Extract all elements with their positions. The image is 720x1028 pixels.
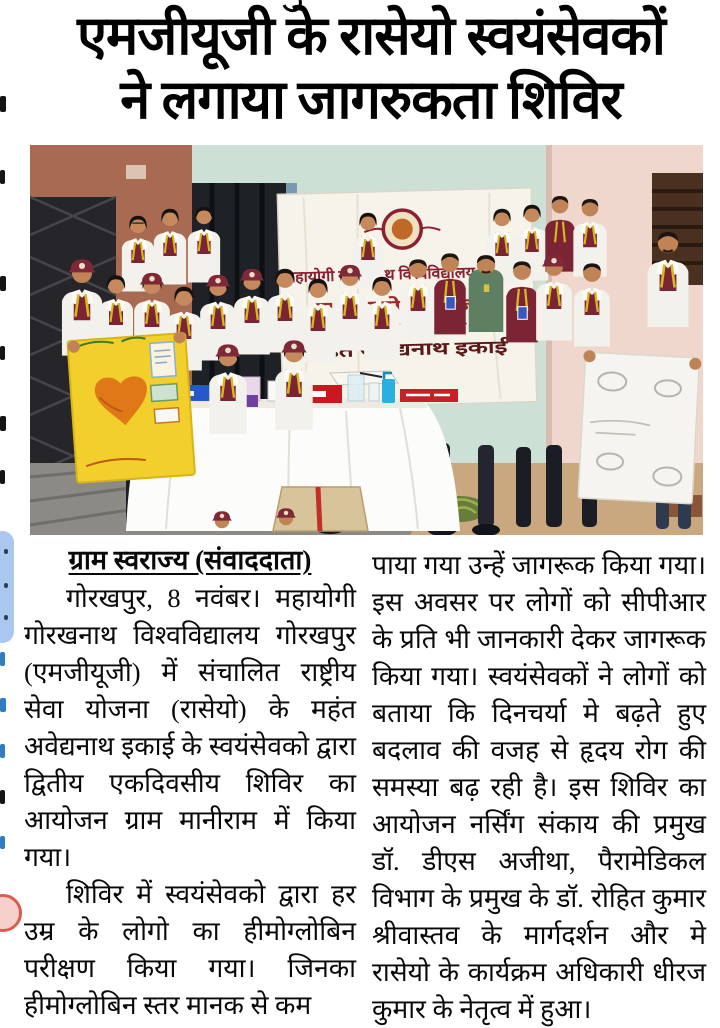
page-edge-fragment — [0, 346, 5, 360]
article-column-left — [24, 540, 356, 1024]
right-column-paragraph-1: पाया गया उन्हें जागरूक किया गया। इस अवसर पर लोगों को सीपीआर के प्रति भी जानकारी देकर जागरूक किया गया। स्वयंसेवकों ने लोगों को बताया कि दिनचर्या मे बढ़ते हुए बदलाव की वजह से हृदय रोग की समस्या बढ़ रही है। इस शिविर का आयोजन नर्सिंग संकाय की प्रमुख डॉ. डीएस अजीथा, पैरामेडिकल विभाग के प्रमुख के डॉ. रोहित कुमार श्रीवास्तव के मार्गदर्शन और मे रासेयो के कार्यक्रम अधिकारी धीरज कुमार के नेतृत्व में हुआ। — [372, 550, 706, 1024]
article-photo — [30, 145, 703, 535]
photo-illustration — [30, 145, 703, 535]
page-edge-fragment — [0, 894, 22, 932]
awareness-poster-white — [576, 350, 702, 504]
text-highlight-fragment — [0, 531, 14, 643]
page-edge-fragment — [0, 96, 6, 112]
left-column-paragraph-1: गोरखपुर, 8 नवंबर। महायोगी गोरखनाथ विश्वविद्यालय गोरखपुर (एमजीयूजी) में संचालित राष्ट्रीय सेवा योजना (रासेयो) के महंत अवेद्यनाथ इकाई के स्वयंसेवको द्वारा द्वितीय एकदिवसीय शिविर का आयोजन ग्राम मानीराम में किया गया। — [24, 583, 356, 872]
headline-line-1: एमजीयूजी के रासेयो स्वयंसेवकों — [77, 6, 665, 66]
page-edge-fragment — [0, 790, 5, 804]
page-edge-fragment — [0, 652, 5, 666]
page-edge-fragment — [0, 416, 6, 431]
page-edge-fragment — [0, 276, 6, 291]
article-column-right — [372, 547, 706, 1028]
page-edge-fragment — [0, 836, 5, 849]
page-edge-fragment — [0, 698, 6, 712]
awareness-poster-yellow — [67, 331, 195, 483]
article-byline: ग्राम स्वराज्य (संवाददाता) — [68, 545, 312, 575]
page-edge-fragment — [0, 744, 5, 758]
page-edge-fragment — [0, 170, 5, 184]
left-column-paragraph-2: शिविर में स्वयंसेवको द्वारा हर उम्र के लोगो का हीमोग्लोबिन परीक्षण किया गया। जिनका हीमोग्लोबिन स्तर मानक से कम — [24, 879, 356, 1020]
headline-line-2: ने लगाया जागरुकता शिविर — [120, 70, 622, 130]
page-edge-fragment — [0, 470, 5, 484]
banner-line-1: महायोगी गोरखनाथ विश्वविद्यालय गोरखपुर — [285, 264, 512, 287]
article-headline — [36, 4, 706, 132]
